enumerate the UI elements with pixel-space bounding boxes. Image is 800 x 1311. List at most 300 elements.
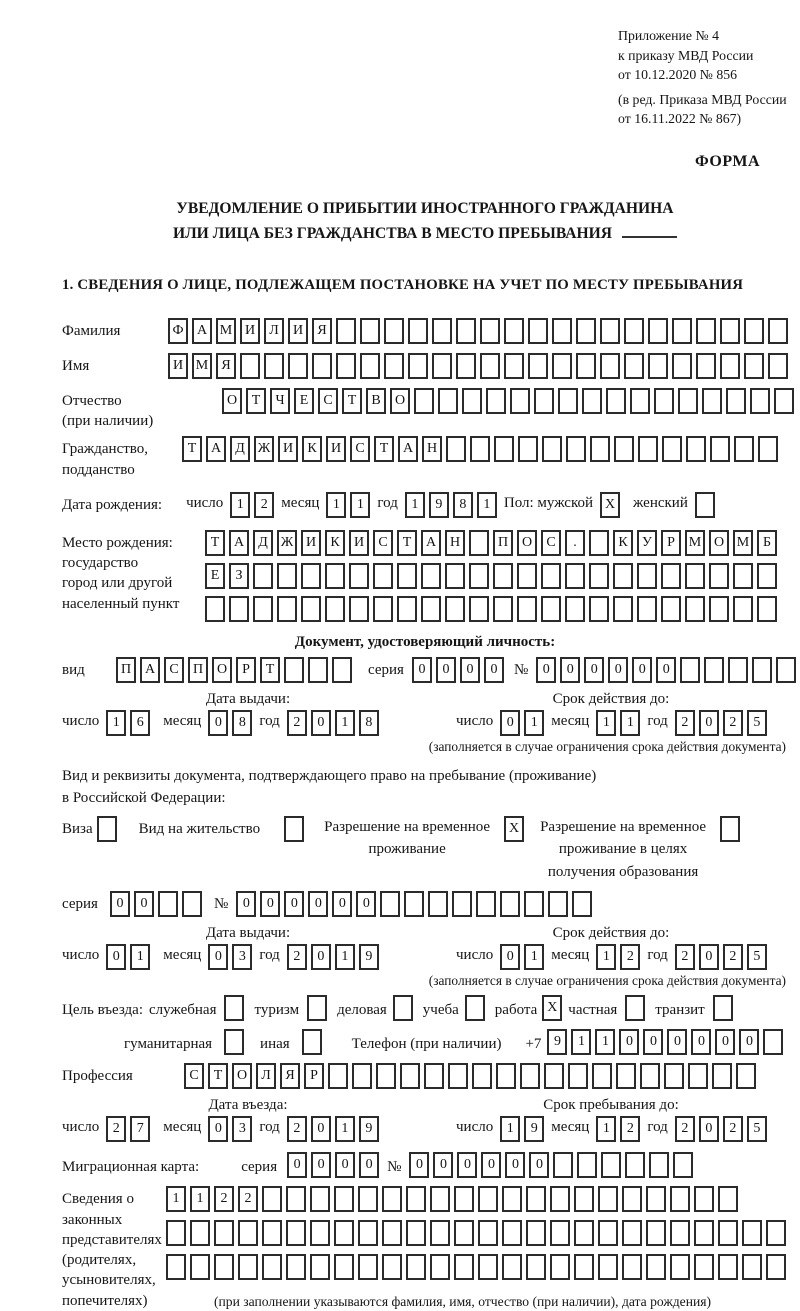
char-cell[interactable]	[376, 1063, 396, 1089]
char-cell[interactable]: 8	[232, 710, 252, 736]
char-cell[interactable]	[277, 596, 297, 622]
char-cell[interactable]	[622, 1254, 642, 1280]
birth-place-city-input[interactable]	[205, 563, 777, 589]
char-cell[interactable]	[622, 1220, 642, 1246]
birth-month-input[interactable]	[326, 492, 370, 518]
char-cell[interactable]	[553, 1152, 573, 1178]
char-cell[interactable]: 0	[505, 1152, 525, 1178]
char-cell[interactable]: 0	[632, 657, 652, 683]
char-cell[interactable]: Т	[342, 388, 362, 414]
char-cell[interactable]: 0	[311, 1152, 331, 1178]
char-cell[interactable]	[334, 1220, 354, 1246]
char-cell[interactable]	[480, 318, 500, 344]
char-cell[interactable]	[382, 1186, 402, 1212]
mig-number-input[interactable]	[409, 1152, 693, 1178]
permit-issue-year-input[interactable]	[287, 944, 379, 970]
char-cell[interactable]	[565, 596, 585, 622]
char-cell[interactable]: 1	[335, 1116, 355, 1142]
char-cell[interactable]	[686, 436, 706, 462]
char-cell[interactable]	[308, 657, 328, 683]
char-cell[interactable]: 1	[595, 1029, 615, 1055]
char-cell[interactable]	[325, 596, 345, 622]
char-cell[interactable]	[384, 318, 404, 344]
char-cell[interactable]	[757, 596, 777, 622]
char-cell[interactable]: Р	[304, 1063, 324, 1089]
char-cell[interactable]: О	[232, 1063, 252, 1089]
char-cell[interactable]: 0	[436, 657, 456, 683]
char-cell[interactable]	[678, 388, 698, 414]
char-cell[interactable]: 9	[524, 1116, 544, 1142]
char-cell[interactable]	[520, 1063, 540, 1089]
checkbox-edu-permit[interactable]	[720, 816, 740, 842]
char-cell[interactable]	[680, 657, 700, 683]
char-cell[interactable]	[661, 596, 681, 622]
mig-series-input[interactable]	[287, 1152, 379, 1178]
permit-issue-day-input[interactable]	[106, 944, 150, 970]
char-cell[interactable]: 3	[232, 944, 252, 970]
char-cell[interactable]: 1	[500, 1116, 520, 1142]
char-cell[interactable]	[470, 436, 490, 462]
char-cell[interactable]: 5	[747, 1116, 767, 1142]
char-cell[interactable]: 9	[359, 1116, 379, 1142]
char-cell[interactable]: 0	[287, 1152, 307, 1178]
char-cell[interactable]: О	[212, 657, 232, 683]
char-cell[interactable]: 0	[699, 944, 719, 970]
char-cell[interactable]	[589, 596, 609, 622]
char-cell[interactable]	[601, 1152, 621, 1178]
char-cell[interactable]	[469, 563, 489, 589]
char-cell[interactable]	[284, 816, 304, 842]
char-cell[interactable]	[548, 891, 568, 917]
char-cell[interactable]: 1	[106, 710, 126, 736]
char-cell[interactable]	[421, 596, 441, 622]
char-cell[interactable]	[614, 436, 634, 462]
char-cell[interactable]: 1	[230, 492, 250, 518]
char-cell[interactable]	[493, 563, 513, 589]
char-cell[interactable]: А	[229, 530, 249, 556]
char-cell[interactable]	[718, 1186, 738, 1212]
char-cell[interactable]	[742, 1220, 762, 1246]
char-cell[interactable]	[582, 388, 602, 414]
char-cell[interactable]	[574, 1186, 594, 1212]
char-cell[interactable]	[625, 1152, 645, 1178]
char-cell[interactable]	[552, 353, 572, 379]
char-cell[interactable]: С	[350, 436, 370, 462]
char-cell[interactable]	[214, 1254, 234, 1280]
char-cell[interactable]: 7	[130, 1116, 150, 1142]
char-cell[interactable]	[718, 1254, 738, 1280]
char-cell[interactable]	[733, 596, 753, 622]
char-cell[interactable]	[624, 353, 644, 379]
char-cell[interactable]: И	[240, 318, 260, 344]
char-cell[interactable]: 9	[429, 492, 449, 518]
doc-valid-day-input[interactable]	[500, 710, 544, 736]
char-cell[interactable]: А	[398, 436, 418, 462]
char-cell[interactable]	[504, 353, 524, 379]
char-cell[interactable]	[438, 388, 458, 414]
char-cell[interactable]	[286, 1254, 306, 1280]
char-cell[interactable]	[696, 318, 716, 344]
char-cell[interactable]	[776, 657, 796, 683]
char-cell[interactable]	[526, 1220, 546, 1246]
char-cell[interactable]	[288, 353, 308, 379]
char-cell[interactable]	[702, 388, 722, 414]
char-cell[interactable]: 1	[524, 710, 544, 736]
char-cell[interactable]: 2	[675, 710, 695, 736]
char-cell[interactable]	[454, 1254, 474, 1280]
char-cell[interactable]	[600, 318, 620, 344]
char-cell[interactable]	[694, 1220, 714, 1246]
char-cell[interactable]	[524, 891, 544, 917]
char-cell[interactable]	[334, 1254, 354, 1280]
char-cell[interactable]: .	[565, 530, 585, 556]
char-cell[interactable]: 2	[254, 492, 274, 518]
char-cell[interactable]	[382, 1220, 402, 1246]
char-cell[interactable]: 6	[130, 710, 150, 736]
char-cell[interactable]	[310, 1220, 330, 1246]
stay-day-input[interactable]	[500, 1116, 544, 1142]
char-cell[interactable]	[469, 530, 489, 556]
char-cell[interactable]	[238, 1254, 258, 1280]
char-cell[interactable]	[598, 1186, 618, 1212]
char-cell[interactable]	[400, 1063, 420, 1089]
char-cell[interactable]: 0	[208, 944, 228, 970]
char-cell[interactable]: Д	[230, 436, 250, 462]
char-cell[interactable]: И	[168, 353, 188, 379]
char-cell[interactable]: М	[216, 318, 236, 344]
char-cell[interactable]: 1	[524, 944, 544, 970]
char-cell[interactable]	[589, 563, 609, 589]
char-cell[interactable]	[312, 353, 332, 379]
char-cell[interactable]: 1	[350, 492, 370, 518]
char-cell[interactable]	[384, 353, 404, 379]
char-cell[interactable]	[661, 563, 681, 589]
char-cell[interactable]: И	[301, 530, 321, 556]
char-cell[interactable]	[685, 596, 705, 622]
char-cell[interactable]	[574, 1254, 594, 1280]
char-cell[interactable]: И	[278, 436, 298, 462]
char-cell[interactable]	[262, 1186, 282, 1212]
char-cell[interactable]: И	[326, 436, 346, 462]
char-cell[interactable]: 1	[190, 1186, 210, 1212]
entry-year-input[interactable]	[287, 1116, 379, 1142]
char-cell[interactable]: 1	[166, 1186, 186, 1212]
char-cell[interactable]	[694, 1186, 714, 1212]
char-cell[interactable]	[214, 1220, 234, 1246]
char-cell[interactable]	[404, 891, 424, 917]
char-cell[interactable]: А	[140, 657, 160, 683]
char-cell[interactable]: 9	[359, 944, 379, 970]
char-cell[interactable]: Ж	[277, 530, 297, 556]
char-cell[interactable]	[710, 436, 730, 462]
char-cell[interactable]	[613, 596, 633, 622]
char-cell[interactable]	[630, 388, 650, 414]
char-cell[interactable]	[648, 353, 668, 379]
char-cell[interactable]: Р	[236, 657, 256, 683]
char-cell[interactable]: 5	[747, 710, 767, 736]
char-cell[interactable]: X	[504, 816, 524, 842]
checkbox-sex-male[interactable]	[600, 492, 620, 518]
char-cell[interactable]: К	[325, 530, 345, 556]
char-cell[interactable]	[550, 1220, 570, 1246]
char-cell[interactable]: 0	[739, 1029, 759, 1055]
char-cell[interactable]	[662, 436, 682, 462]
char-cell[interactable]: Т	[205, 530, 225, 556]
representatives-row1-input[interactable]	[166, 1186, 786, 1212]
char-cell[interactable]: Т	[260, 657, 280, 683]
char-cell[interactable]: А	[421, 530, 441, 556]
doc-issue-month-input[interactable]	[208, 710, 252, 736]
char-cell[interactable]: 0	[608, 657, 628, 683]
char-cell[interactable]	[572, 891, 592, 917]
doc-issue-year-input[interactable]	[287, 710, 379, 736]
char-cell[interactable]: 1	[571, 1029, 591, 1055]
char-cell[interactable]	[622, 1186, 642, 1212]
char-cell[interactable]: 0	[260, 891, 280, 917]
char-cell[interactable]	[566, 436, 586, 462]
doc-type-input[interactable]	[116, 657, 352, 683]
char-cell[interactable]	[720, 816, 740, 842]
doc-series-input[interactable]	[412, 657, 504, 683]
char-cell[interactable]: 1	[335, 710, 355, 736]
char-cell[interactable]	[286, 1186, 306, 1212]
birth-place-country-input[interactable]	[205, 530, 777, 556]
char-cell[interactable]: 1	[335, 944, 355, 970]
char-cell[interactable]: 0	[311, 1116, 331, 1142]
char-cell[interactable]	[182, 891, 202, 917]
char-cell[interactable]	[500, 891, 520, 917]
char-cell[interactable]: 0	[308, 891, 328, 917]
char-cell[interactable]	[478, 1220, 498, 1246]
char-cell[interactable]: 0	[284, 891, 304, 917]
char-cell[interactable]: 2	[287, 1116, 307, 1142]
char-cell[interactable]	[486, 388, 506, 414]
char-cell[interactable]: 0	[208, 710, 228, 736]
char-cell[interactable]: Л	[264, 318, 284, 344]
doc-number-input[interactable]	[536, 657, 796, 683]
char-cell[interactable]: А	[192, 318, 212, 344]
char-cell[interactable]	[158, 891, 178, 917]
char-cell[interactable]	[277, 563, 297, 589]
checkbox-humanitarian[interactable]	[224, 1029, 244, 1055]
char-cell[interactable]	[224, 995, 244, 1021]
char-cell[interactable]	[720, 318, 740, 344]
char-cell[interactable]	[672, 353, 692, 379]
char-cell[interactable]: 0	[412, 657, 432, 683]
char-cell[interactable]	[397, 563, 417, 589]
char-cell[interactable]	[502, 1254, 522, 1280]
char-cell[interactable]	[430, 1220, 450, 1246]
birth-place-locality-input[interactable]	[205, 596, 777, 622]
representatives-row3-input[interactable]	[166, 1254, 786, 1280]
char-cell[interactable]: И	[288, 318, 308, 344]
char-cell[interactable]: Р	[661, 530, 681, 556]
char-cell[interactable]	[310, 1186, 330, 1212]
char-cell[interactable]: У	[637, 530, 657, 556]
char-cell[interactable]	[349, 596, 369, 622]
char-cell[interactable]	[494, 436, 514, 462]
char-cell[interactable]: Я	[216, 353, 236, 379]
char-cell[interactable]	[504, 318, 524, 344]
char-cell[interactable]	[736, 1063, 756, 1089]
char-cell[interactable]: X	[542, 995, 562, 1021]
checkbox-residence-permit[interactable]	[284, 816, 304, 842]
char-cell[interactable]: 2	[287, 944, 307, 970]
char-cell[interactable]	[550, 1254, 570, 1280]
char-cell[interactable]: 2	[675, 1116, 695, 1142]
char-cell[interactable]	[432, 353, 452, 379]
char-cell[interactable]	[763, 1029, 783, 1055]
char-cell[interactable]	[664, 1063, 684, 1089]
char-cell[interactable]	[670, 1254, 690, 1280]
char-cell[interactable]: 0	[484, 657, 504, 683]
char-cell[interactable]: 3	[232, 1116, 252, 1142]
char-cell[interactable]	[421, 563, 441, 589]
char-cell[interactable]	[606, 388, 626, 414]
char-cell[interactable]	[646, 1254, 666, 1280]
char-cell[interactable]	[454, 1186, 474, 1212]
char-cell[interactable]: 0	[656, 657, 676, 683]
checkbox-private[interactable]	[625, 995, 645, 1021]
citizenship-input[interactable]	[182, 436, 778, 462]
char-cell[interactable]: 1	[130, 944, 150, 970]
char-cell[interactable]	[406, 1186, 426, 1212]
char-cell[interactable]	[349, 563, 369, 589]
checkbox-official[interactable]	[224, 995, 244, 1021]
char-cell[interactable]: Я	[280, 1063, 300, 1089]
char-cell[interactable]: 0	[208, 1116, 228, 1142]
char-cell[interactable]: 0	[619, 1029, 639, 1055]
char-cell[interactable]: 0	[359, 1152, 379, 1178]
char-cell[interactable]	[600, 353, 620, 379]
char-cell[interactable]	[302, 1029, 322, 1055]
char-cell[interactable]: 0	[529, 1152, 549, 1178]
char-cell[interactable]	[648, 318, 668, 344]
char-cell[interactable]	[430, 1186, 450, 1212]
char-cell[interactable]	[528, 353, 548, 379]
char-cell[interactable]	[646, 1186, 666, 1212]
char-cell[interactable]	[382, 1254, 402, 1280]
char-cell[interactable]: X	[600, 492, 620, 518]
char-cell[interactable]	[646, 1220, 666, 1246]
char-cell[interactable]	[590, 436, 610, 462]
permit-valid-year-input[interactable]	[675, 944, 767, 970]
char-cell[interactable]: 0	[335, 1152, 355, 1178]
char-cell[interactable]: 0	[481, 1152, 501, 1178]
char-cell[interactable]	[558, 388, 578, 414]
stay-month-input[interactable]	[596, 1116, 640, 1142]
char-cell[interactable]	[616, 1063, 636, 1089]
char-cell[interactable]	[637, 596, 657, 622]
char-cell[interactable]: 2	[214, 1186, 234, 1212]
char-cell[interactable]: 0	[560, 657, 580, 683]
char-cell[interactable]	[166, 1220, 186, 1246]
char-cell[interactable]: Т	[246, 388, 266, 414]
char-cell[interactable]	[190, 1254, 210, 1280]
char-cell[interactable]	[424, 1063, 444, 1089]
char-cell[interactable]: 1	[326, 492, 346, 518]
char-cell[interactable]	[478, 1186, 498, 1212]
char-cell[interactable]: 1	[477, 492, 497, 518]
char-cell[interactable]	[640, 1063, 660, 1089]
char-cell[interactable]	[673, 1152, 693, 1178]
char-cell[interactable]: 0	[584, 657, 604, 683]
representatives-row2-input[interactable]	[166, 1220, 786, 1246]
char-cell[interactable]	[670, 1220, 690, 1246]
char-cell[interactable]	[406, 1254, 426, 1280]
char-cell[interactable]: О	[709, 530, 729, 556]
char-cell[interactable]	[544, 1063, 564, 1089]
char-cell[interactable]	[456, 318, 476, 344]
char-cell[interactable]: Ж	[254, 436, 274, 462]
char-cell[interactable]: П	[116, 657, 136, 683]
permit-number-input[interactable]	[236, 891, 592, 917]
char-cell[interactable]	[428, 891, 448, 917]
char-cell[interactable]: И	[349, 530, 369, 556]
char-cell[interactable]	[750, 388, 770, 414]
checkbox-sex-female[interactable]	[695, 492, 715, 518]
char-cell[interactable]	[397, 596, 417, 622]
birth-year-input[interactable]	[405, 492, 497, 518]
char-cell[interactable]: 2	[238, 1186, 258, 1212]
checkbox-study[interactable]	[465, 995, 485, 1021]
checkbox-transit[interactable]	[713, 995, 733, 1021]
profession-input[interactable]	[184, 1063, 756, 1089]
char-cell[interactable]	[325, 563, 345, 589]
char-cell[interactable]	[550, 1186, 570, 1212]
stay-year-input[interactable]	[675, 1116, 767, 1142]
char-cell[interactable]	[253, 563, 273, 589]
char-cell[interactable]	[166, 1254, 186, 1280]
doc-valid-year-input[interactable]	[675, 710, 767, 736]
char-cell[interactable]	[224, 1029, 244, 1055]
char-cell[interactable]: Б	[757, 530, 777, 556]
char-cell[interactable]	[695, 492, 715, 518]
char-cell[interactable]: 0	[356, 891, 376, 917]
char-cell[interactable]	[432, 318, 452, 344]
char-cell[interactable]	[768, 318, 788, 344]
char-cell[interactable]	[766, 1220, 786, 1246]
char-cell[interactable]	[565, 563, 585, 589]
char-cell[interactable]	[445, 563, 465, 589]
char-cell[interactable]: Ф	[168, 318, 188, 344]
char-cell[interactable]: 2	[723, 1116, 743, 1142]
char-cell[interactable]	[445, 596, 465, 622]
char-cell[interactable]	[264, 353, 284, 379]
char-cell[interactable]	[728, 657, 748, 683]
char-cell[interactable]	[408, 353, 428, 379]
char-cell[interactable]: С	[184, 1063, 204, 1089]
char-cell[interactable]	[694, 1254, 714, 1280]
char-cell[interactable]: Я	[312, 318, 332, 344]
char-cell[interactable]	[406, 1220, 426, 1246]
char-cell[interactable]	[510, 388, 530, 414]
char-cell[interactable]: Т	[208, 1063, 228, 1089]
char-cell[interactable]	[638, 436, 658, 462]
char-cell[interactable]: 0	[500, 710, 520, 736]
char-cell[interactable]: З	[229, 563, 249, 589]
char-cell[interactable]	[526, 1254, 546, 1280]
char-cell[interactable]	[358, 1220, 378, 1246]
char-cell[interactable]: 9	[547, 1029, 567, 1055]
char-cell[interactable]	[229, 596, 249, 622]
char-cell[interactable]	[502, 1220, 522, 1246]
char-cell[interactable]	[446, 436, 466, 462]
char-cell[interactable]	[336, 318, 356, 344]
char-cell[interactable]: 8	[453, 492, 473, 518]
char-cell[interactable]: 0	[311, 710, 331, 736]
char-cell[interactable]	[408, 318, 428, 344]
